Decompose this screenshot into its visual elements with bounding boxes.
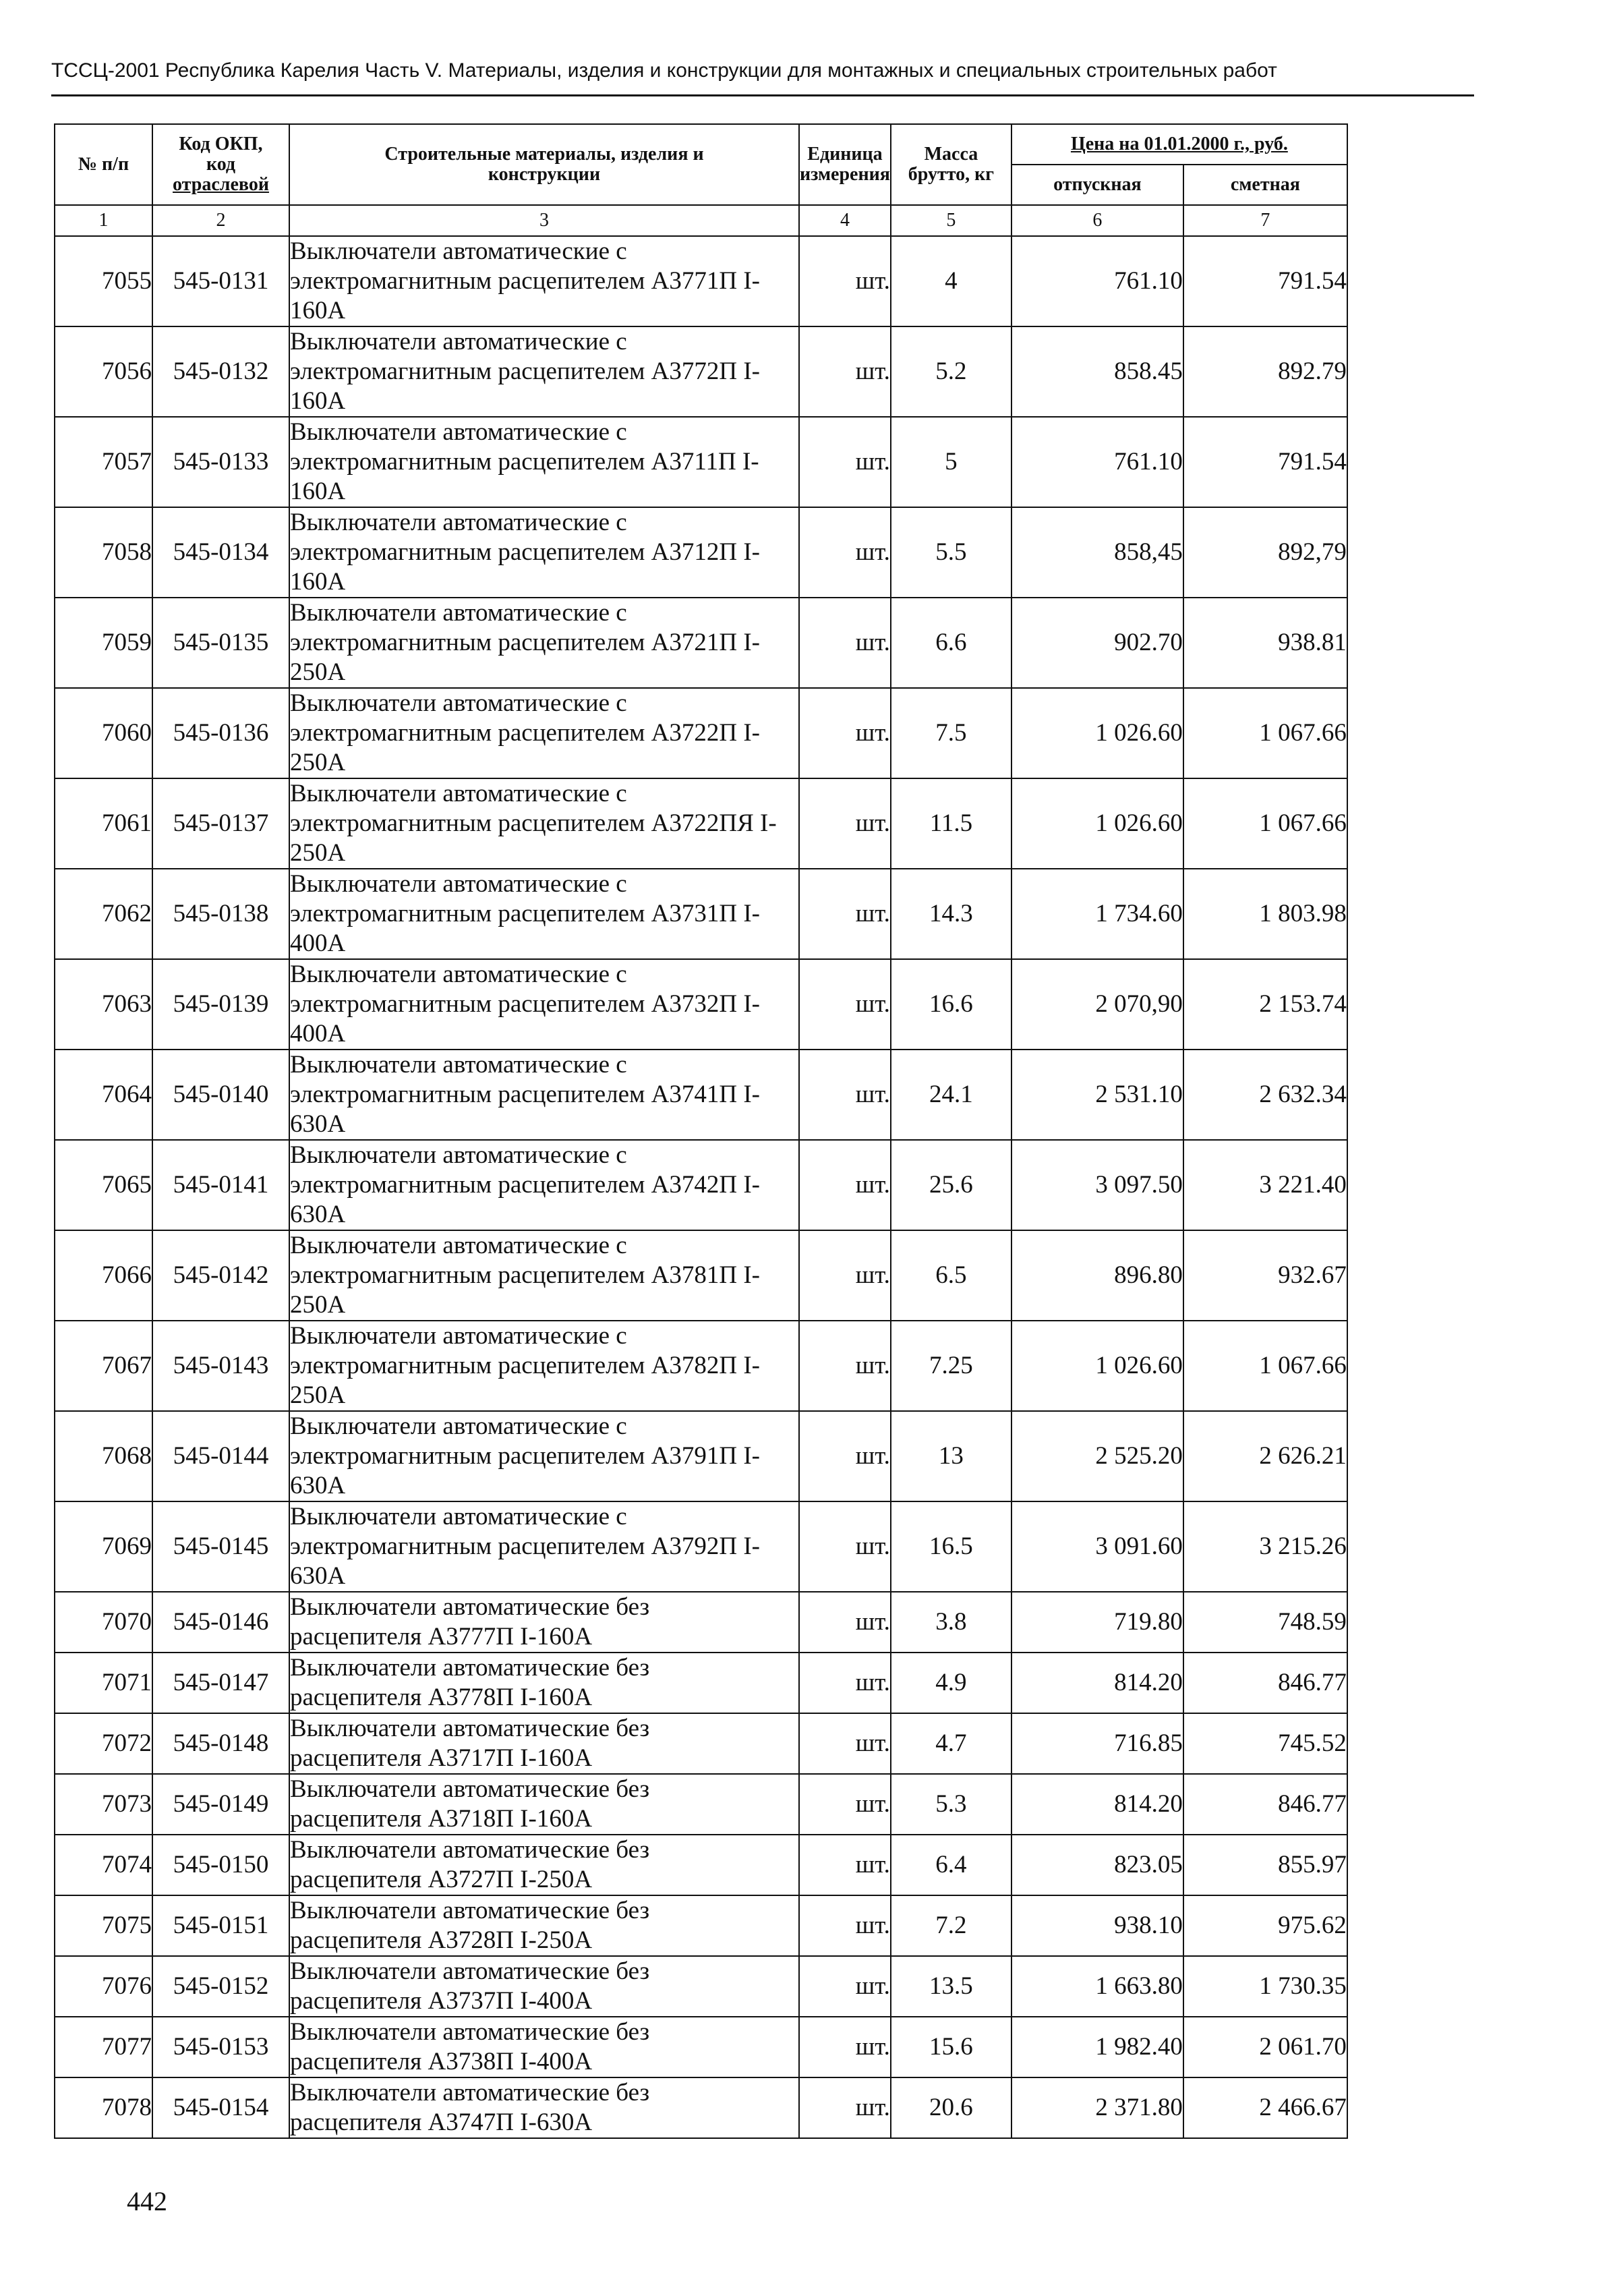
row-name-line: 250А	[290, 1291, 346, 1319]
row-unit: шт.	[799, 1956, 891, 2017]
row-mass: 4.9	[891, 1653, 1011, 1713]
row-unit: шт.	[799, 1774, 891, 1835]
page-header: ТССЦ-2001 Республика Карелия Часть V. Материалы, изделия и конструкции для монтажных и специальных строительных работ	[51, 59, 1277, 82]
row-mass: 20.6	[891, 2077, 1011, 2138]
col-header-code-line1: Код ОКП,	[179, 134, 263, 154]
row-price-estimate: 892,79	[1183, 507, 1347, 598]
row-price-release: 761.10	[1011, 417, 1183, 507]
row-name-line: электромагнитным расцепителем А3741П I-	[290, 1081, 761, 1108]
row-mass: 6.6	[891, 598, 1011, 688]
row-price-estimate: 2 466.67	[1183, 2077, 1347, 2138]
row-price-release: 719.80	[1011, 1592, 1183, 1653]
row-num: 7067	[55, 1321, 152, 1411]
row-name	[289, 1713, 799, 1774]
row-code: 545-0150	[152, 1835, 289, 1895]
row-code: 545-0137	[152, 778, 289, 869]
row-unit: шт.	[799, 959, 891, 1050]
row-num: 7058	[55, 507, 152, 598]
row-num: 7060	[55, 688, 152, 778]
row-price-estimate: 748.59	[1183, 1592, 1347, 1653]
row-price-release: 938.10	[1011, 1895, 1183, 1956]
row-unit: шт.	[799, 1230, 891, 1321]
table-row	[55, 507, 1347, 598]
row-unit: шт.	[799, 688, 891, 778]
row-name-line: 160А	[290, 297, 346, 324]
row-num: 7078	[55, 2077, 152, 2138]
row-name	[289, 1140, 799, 1230]
row-code: 545-0131	[152, 236, 289, 326]
row-name-line: 630А	[290, 1201, 346, 1228]
row-code: 545-0142	[152, 1230, 289, 1321]
row-name-line: электромагнитным расцепителем А3722ПЯ I-	[290, 809, 777, 837]
row-unit: шт.	[799, 1050, 891, 1140]
row-name-line: расцепителя А3728П I-250А	[290, 1926, 593, 1954]
row-name-line: Выключатели автоматические с	[290, 1412, 627, 1440]
row-price-release: 2 371.80	[1011, 2077, 1183, 2138]
row-code: 545-0149	[152, 1774, 289, 1835]
row-unit: шт.	[799, 1835, 891, 1895]
table-row	[55, 1713, 1347, 1774]
row-name-line: электромагнитным расцепителем А3782П I-	[290, 1352, 761, 1379]
row-name-line: 400А	[290, 929, 346, 957]
row-name-line: Выключатели автоматические с	[290, 1051, 627, 1079]
row-name	[289, 2017, 799, 2077]
row-price-release: 1 026.60	[1011, 778, 1183, 869]
row-unit: шт.	[799, 1501, 891, 1592]
table-row	[55, 1774, 1347, 1835]
row-name-line: расцепителя А3777П I-160А	[290, 1623, 593, 1651]
table-row	[55, 1592, 1347, 1653]
table-row	[55, 236, 1347, 326]
column-number: 3	[289, 205, 799, 236]
row-name-line: электромагнитным расцепителем А3771П I-	[290, 267, 761, 295]
row-unit: шт.	[799, 417, 891, 507]
row-name	[289, 778, 799, 869]
row-code: 545-0147	[152, 1653, 289, 1713]
col-header-num: № п/п	[55, 124, 152, 205]
row-name-line: Выключатели автоматические без	[290, 2079, 650, 2106]
row-code: 545-0138	[152, 869, 289, 959]
row-num: 7071	[55, 1653, 152, 1713]
row-name-line: 630А	[290, 1110, 346, 1138]
row-name-line: Выключатели автоматические без	[290, 2018, 650, 2046]
row-price-estimate: 745.52	[1183, 1713, 1347, 1774]
row-price-release: 858.45	[1011, 326, 1183, 417]
row-price-estimate: 791.54	[1183, 417, 1347, 507]
col-header-mass-line1: Масса	[924, 144, 978, 165]
row-name-line: Выключатели автоматические с	[290, 870, 627, 898]
row-price-release: 761.10	[1011, 236, 1183, 326]
col-header-name	[289, 124, 799, 205]
row-name-line: 250А	[290, 839, 346, 867]
row-name	[289, 2077, 799, 2138]
row-name-line: 250А	[290, 658, 346, 686]
row-price-estimate: 1 730.35	[1183, 1956, 1347, 2017]
col-header-code	[152, 124, 289, 205]
row-name	[289, 688, 799, 778]
page-number: 442	[127, 2186, 167, 2216]
row-price-release: 2 525.20	[1011, 1411, 1183, 1501]
row-name-line: Выключатели автоматические без	[290, 1957, 650, 1985]
row-unit: шт.	[799, 778, 891, 869]
row-name-line: расцепителя А3747П I-630А	[290, 2108, 593, 2136]
row-price-estimate: 2 061.70	[1183, 2017, 1347, 2077]
row-unit: шт.	[799, 236, 891, 326]
row-code: 545-0152	[152, 1956, 289, 2017]
row-code: 545-0141	[152, 1140, 289, 1230]
col-header-unit	[799, 124, 891, 205]
row-name-line: 630А	[290, 1472, 346, 1499]
row-price-estimate: 932.67	[1183, 1230, 1347, 1321]
row-price-release: 1 982.40	[1011, 2017, 1183, 2077]
row-price-release: 896.80	[1011, 1230, 1183, 1321]
table-row	[55, 1411, 1347, 1501]
row-mass: 5.2	[891, 326, 1011, 417]
row-name-line: электромагнитным расцепителем А3731П I-	[290, 900, 761, 927]
row-name	[289, 1501, 799, 1592]
row-num: 7055	[55, 236, 152, 326]
row-mass: 3.8	[891, 1592, 1011, 1653]
row-name-line: электромагнитным расцепителем А3732П I-	[290, 990, 761, 1018]
row-code: 545-0151	[152, 1895, 289, 1956]
table-row	[55, 1321, 1347, 1411]
row-price-estimate: 1 067.66	[1183, 1321, 1347, 1411]
row-name-line: Выключатели автоматические с	[290, 780, 627, 807]
row-price-release: 1 663.80	[1011, 1956, 1183, 2017]
row-price-release: 823.05	[1011, 1835, 1183, 1895]
row-price-estimate: 791.54	[1183, 236, 1347, 326]
row-name-line: Выключатели автоматические с	[290, 237, 627, 265]
col-header-price-estimate: сметная	[1183, 165, 1347, 205]
row-name-line: электромагнитным расцепителем А3791П I-	[290, 1442, 761, 1470]
row-num: 7077	[55, 2017, 152, 2077]
row-num: 7073	[55, 1774, 152, 1835]
row-name-line: расцепителя А3717П I-160А	[290, 1744, 593, 1772]
column-number-row	[55, 205, 1347, 236]
row-name-line: Выключатели автоматические с	[290, 689, 627, 717]
row-code: 545-0146	[152, 1592, 289, 1653]
row-name-line: Выключатели автоматические с	[290, 509, 627, 536]
row-mass: 7.5	[891, 688, 1011, 778]
row-name-line: Выключатели автоматические без	[290, 1897, 650, 1924]
row-name-line: Выключатели автоматические без	[290, 1715, 650, 1742]
row-name-line: Выключатели автоматические без	[290, 1836, 650, 1864]
row-name	[289, 1050, 799, 1140]
row-num: 7076	[55, 1956, 152, 2017]
col-header-name-line1: Строительные материалы, изделия и	[384, 144, 704, 165]
row-unit: шт.	[799, 1592, 891, 1653]
row-name-line: Выключатели автоматические с	[290, 1503, 627, 1530]
row-code: 545-0144	[152, 1411, 289, 1501]
table-row	[55, 2017, 1347, 2077]
column-number: 4	[799, 205, 891, 236]
row-price-estimate: 3 221.40	[1183, 1140, 1347, 1230]
row-name-line: Выключатели автоматические с	[290, 1322, 627, 1350]
row-num: 7061	[55, 778, 152, 869]
row-mass: 6.4	[891, 1835, 1011, 1895]
row-price-release: 2 070,90	[1011, 959, 1183, 1050]
col-header-mass-line2: брутто, кг	[908, 164, 994, 185]
col-header-code-line2: код	[206, 154, 236, 175]
row-unit: шт.	[799, 1713, 891, 1774]
row-price-release: 3 091.60	[1011, 1501, 1183, 1592]
row-name	[289, 869, 799, 959]
row-name-line: 160А	[290, 478, 346, 505]
row-num: 7063	[55, 959, 152, 1050]
row-price-estimate: 3 215.26	[1183, 1501, 1347, 1592]
row-name	[289, 1895, 799, 1956]
row-num: 7068	[55, 1411, 152, 1501]
row-code: 545-0135	[152, 598, 289, 688]
row-name-line: Выключатели автоматические с	[290, 1232, 627, 1259]
price-table	[54, 123, 1348, 2139]
row-price-estimate: 1 803.98	[1183, 869, 1347, 959]
row-price-estimate: 2 632.34	[1183, 1050, 1347, 1140]
row-price-estimate: 2 626.21	[1183, 1411, 1347, 1501]
row-name-line: электромагнитным расцепителем А3792П I-	[290, 1532, 761, 1560]
row-num: 7059	[55, 598, 152, 688]
row-name-line: расцепителя А3778П I-160А	[290, 1684, 593, 1711]
row-mass: 16.6	[891, 959, 1011, 1050]
row-name-line: 250А	[290, 749, 346, 776]
column-number: 5	[891, 205, 1011, 236]
row-code: 545-0140	[152, 1050, 289, 1140]
table-row	[55, 2077, 1347, 2138]
table-row	[55, 1895, 1347, 1956]
row-unit: шт.	[799, 869, 891, 959]
row-mass: 7.25	[891, 1321, 1011, 1411]
col-header-price-group: Цена на 01.01.2000 г., руб.	[1011, 124, 1347, 165]
row-name	[289, 1653, 799, 1713]
row-price-estimate: 855.97	[1183, 1835, 1347, 1895]
col-header-price-release: отпускная	[1011, 165, 1183, 205]
row-price-release: 814.20	[1011, 1774, 1183, 1835]
row-name-line: 400А	[290, 1020, 346, 1047]
row-code: 545-0154	[152, 2077, 289, 2138]
row-num: 7065	[55, 1140, 152, 1230]
row-unit: шт.	[799, 598, 891, 688]
row-name	[289, 1835, 799, 1895]
table-row	[55, 1956, 1347, 2017]
row-num: 7072	[55, 1713, 152, 1774]
row-mass: 14.3	[891, 869, 1011, 959]
row-name-line: Выключатели автоматические с	[290, 328, 627, 355]
row-price-release: 814.20	[1011, 1653, 1183, 1713]
row-unit: шт.	[799, 2017, 891, 2077]
row-code: 545-0143	[152, 1321, 289, 1411]
row-name	[289, 507, 799, 598]
col-header-mass	[891, 124, 1011, 205]
table-row	[55, 1835, 1347, 1895]
col-header-name-line2: конструкции	[488, 164, 601, 185]
row-num: 7066	[55, 1230, 152, 1321]
row-mass: 15.6	[891, 2017, 1011, 2077]
row-price-estimate: 846.77	[1183, 1653, 1347, 1713]
row-price-release: 3 097.50	[1011, 1140, 1183, 1230]
row-price-estimate: 846.77	[1183, 1774, 1347, 1835]
row-name-line: Выключатели автоматические с	[290, 418, 627, 446]
row-name-line: электромагнитным расцепителем А3722П I-	[290, 719, 761, 747]
row-name-line: расцепителя А3718П I-160А	[290, 1805, 593, 1833]
row-name	[289, 417, 799, 507]
row-name-line: 630А	[290, 1562, 346, 1590]
row-name-line: электромагнитным расцепителем А3772П I-	[290, 357, 761, 385]
row-mass: 16.5	[891, 1501, 1011, 1592]
row-num: 7056	[55, 326, 152, 417]
row-name	[289, 959, 799, 1050]
table-row	[55, 1050, 1347, 1140]
row-name-line: расцепителя А3738П I-400А	[290, 2048, 593, 2075]
row-mass: 5.3	[891, 1774, 1011, 1835]
row-num: 7075	[55, 1895, 152, 1956]
row-name	[289, 1230, 799, 1321]
row-name-line: электромагнитным расцепителем А3742П I-	[290, 1171, 761, 1199]
table-row	[55, 1501, 1347, 1592]
table-row	[55, 598, 1347, 688]
row-price-estimate: 938.81	[1183, 598, 1347, 688]
row-price-release: 902.70	[1011, 598, 1183, 688]
row-name-line: 160А	[290, 568, 346, 596]
row-name-line: электромагнитным расцепителем А3721П I-	[290, 629, 761, 656]
row-name-line: Выключатели автоматические без	[290, 1775, 650, 1803]
row-price-release: 1 026.60	[1011, 1321, 1183, 1411]
row-code: 545-0153	[152, 2017, 289, 2077]
row-name-line: Выключатели автоматические без	[290, 1593, 650, 1621]
row-mass: 25.6	[891, 1140, 1011, 1230]
row-num: 7069	[55, 1501, 152, 1592]
row-num: 7064	[55, 1050, 152, 1140]
row-name	[289, 1592, 799, 1653]
header-divider	[51, 94, 1474, 96]
row-name-line: электромагнитным расцепителем А3781П I-	[290, 1261, 761, 1289]
row-price-estimate: 975.62	[1183, 1895, 1347, 1956]
row-num: 7074	[55, 1835, 152, 1895]
row-name	[289, 326, 799, 417]
row-name	[289, 1956, 799, 2017]
row-num: 7070	[55, 1592, 152, 1653]
column-number: 7	[1183, 205, 1347, 236]
column-number: 1	[55, 205, 152, 236]
row-price-release: 1 026.60	[1011, 688, 1183, 778]
row-name-line: расцепителя А3727П I-250А	[290, 1866, 593, 1893]
row-mass: 11.5	[891, 778, 1011, 869]
table-row	[55, 417, 1347, 507]
row-price-release: 858,45	[1011, 507, 1183, 598]
row-mass: 13.5	[891, 1956, 1011, 2017]
row-price-estimate: 2 153.74	[1183, 959, 1347, 1050]
row-unit: шт.	[799, 1321, 891, 1411]
table-row	[55, 1653, 1347, 1713]
column-number: 2	[152, 205, 289, 236]
table-row	[55, 1140, 1347, 1230]
row-name-line: Выключатели автоматические с	[290, 599, 627, 627]
row-name-line: расцепителя А3737П I-400А	[290, 1987, 593, 2015]
row-price-estimate: 1 067.66	[1183, 688, 1347, 778]
row-price-release: 716.85	[1011, 1713, 1183, 1774]
row-price-release: 1 734.60	[1011, 869, 1183, 959]
table-row	[55, 869, 1347, 959]
row-name-line: Выключатели автоматические без	[290, 1654, 650, 1682]
row-name-line: Выключатели автоматические с	[290, 960, 627, 988]
row-unit: шт.	[799, 326, 891, 417]
row-name-line: электромагнитным расцепителем А3711П I-	[290, 448, 759, 476]
table-row	[55, 959, 1347, 1050]
row-code: 545-0139	[152, 959, 289, 1050]
row-code: 545-0148	[152, 1713, 289, 1774]
table-row	[55, 688, 1347, 778]
row-unit: шт.	[799, 1140, 891, 1230]
row-code: 545-0133	[152, 417, 289, 507]
row-code: 545-0145	[152, 1501, 289, 1592]
col-header-code-line3: отраслевой	[173, 174, 269, 195]
row-unit: шт.	[799, 1411, 891, 1501]
row-name-line: электромагнитным расцепителем А3712П I-	[290, 538, 761, 566]
row-code: 545-0134	[152, 507, 289, 598]
row-name	[289, 598, 799, 688]
row-mass: 24.1	[891, 1050, 1011, 1140]
row-name-line: 250А	[290, 1381, 346, 1409]
row-name	[289, 1411, 799, 1501]
row-num: 7057	[55, 417, 152, 507]
row-name	[289, 1774, 799, 1835]
row-mass: 5	[891, 417, 1011, 507]
row-price-estimate: 1 067.66	[1183, 778, 1347, 869]
col-header-unit-line2: измерения	[800, 164, 890, 185]
row-price-estimate: 892.79	[1183, 326, 1347, 417]
row-name-line: 160А	[290, 387, 346, 415]
row-mass: 13	[891, 1411, 1011, 1501]
row-unit: шт.	[799, 1895, 891, 1956]
row-unit: шт.	[799, 507, 891, 598]
row-code: 545-0132	[152, 326, 289, 417]
row-name-line: Выключатели автоматические с	[290, 1141, 627, 1169]
table-row	[55, 1230, 1347, 1321]
row-price-release: 2 531.10	[1011, 1050, 1183, 1140]
row-mass: 4.7	[891, 1713, 1011, 1774]
row-name	[289, 236, 799, 326]
row-mass: 4	[891, 236, 1011, 326]
table-row	[55, 778, 1347, 869]
row-code: 545-0136	[152, 688, 289, 778]
table-body	[55, 236, 1347, 2138]
row-mass: 6.5	[891, 1230, 1011, 1321]
column-number: 6	[1011, 205, 1183, 236]
row-mass: 5.5	[891, 507, 1011, 598]
row-mass: 7.2	[891, 1895, 1011, 1956]
col-header-unit-line1: Единица	[807, 144, 883, 165]
table-row	[55, 326, 1347, 417]
row-name	[289, 1321, 799, 1411]
row-num: 7062	[55, 869, 152, 959]
row-unit: шт.	[799, 1653, 891, 1713]
row-unit: шт.	[799, 2077, 891, 2138]
